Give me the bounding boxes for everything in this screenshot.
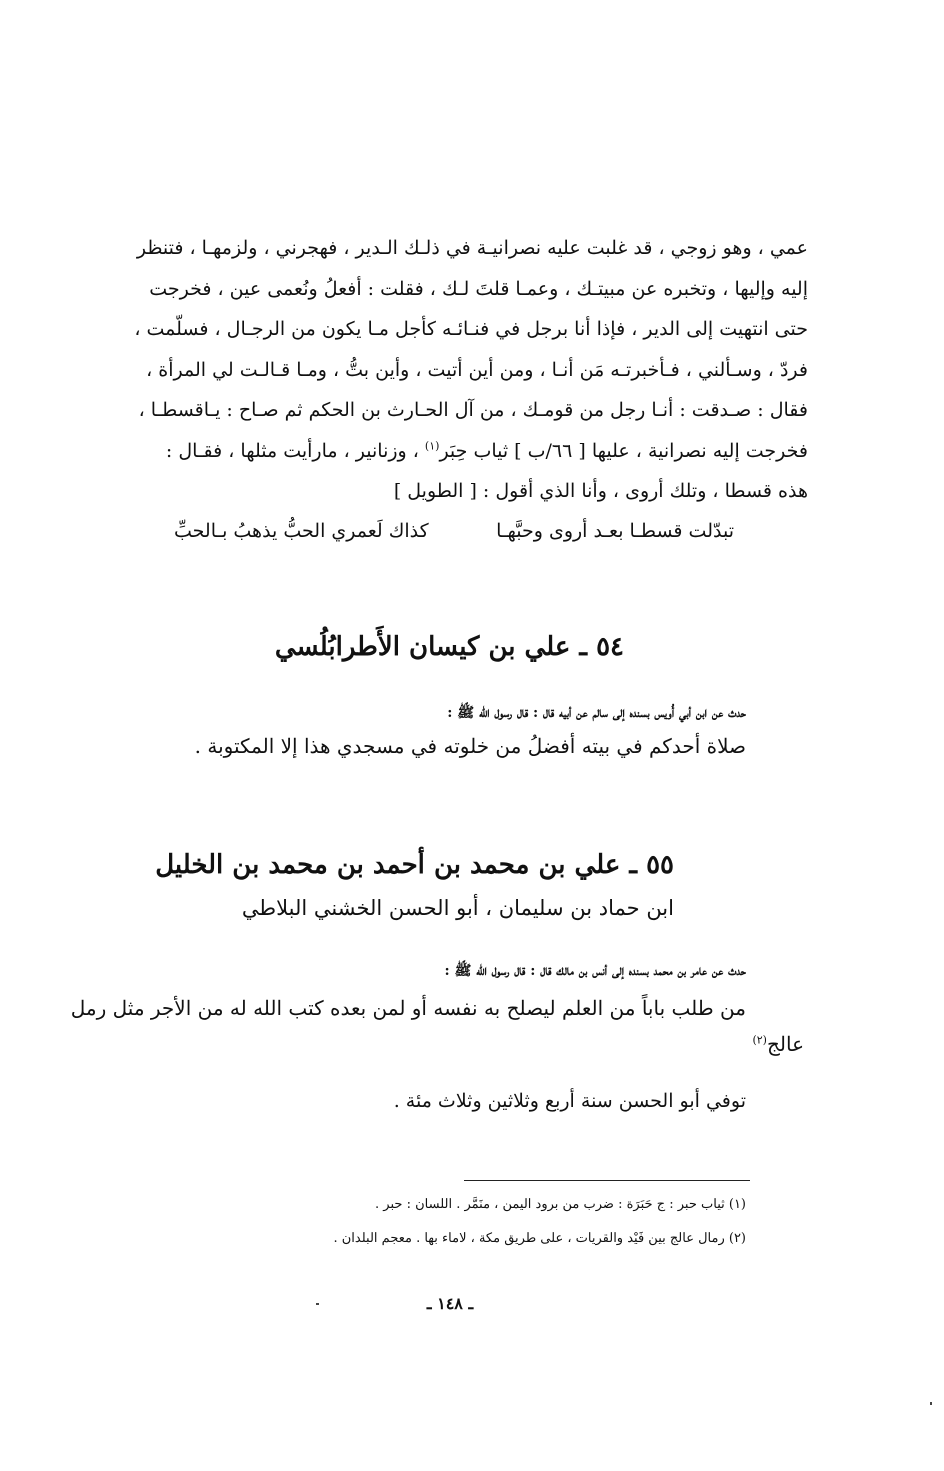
text-line-1: عمي ، وهو زوجي ، قد غلبت عليه نصرانيـة في ذلـك الـدير ، فهجرني ، ولزمهـا ، فتنظر — [136, 237, 808, 259]
section-54-isnad: حدث عن ابن أبي أُويس بسنده إلى سالم عن أبيه قال : قال رسول الله ﷺ : — [447, 705, 746, 721]
footnote-ref-2[interactable]: (٢) — [752, 1033, 767, 1047]
verse-second-hemistich: كذاك لَعمري الحبُّ يذهبُ بـالحبِّ — [174, 520, 429, 542]
scan-speck — [316, 1303, 319, 1305]
footnote-2: (٢) رمال عالج بين فَيْد والقريات ، على طريق مكة ، لاماء بها . معجم البلدان . — [333, 1231, 746, 1246]
poetry-verse — [174, 520, 734, 556]
section-55-death-note: توفي أبو الحسن سنة أربع وثلاثين وثلاث مئة . — [393, 1090, 746, 1112]
section-55-subheading: ابن حماد بن سليمان ، أبو الحسن الخشني البلاطي — [241, 896, 674, 920]
section-55-hadith-word: عالج — [766, 1032, 804, 1056]
scan-speck — [930, 1402, 932, 1405]
text-line-2: إليه وإليها ، وتخبره عن مبيتـك ، وعمـا قلتَ لـك ، فقلت : أفعلُ ونُعمى عين ، فخرجت — [149, 277, 808, 300]
section-55-hadith-line-1: من طلب باباً من العلم ليصلح به نفسه أو لمن بعده كتب الله له من الأجر مثل رمل — [70, 996, 746, 1020]
footnote-1: (١) ثياب حبر : ج حَبَرَة : ضرب من برود اليمن ، منَمَّر . اللسان : حبر . — [375, 1197, 746, 1212]
page-number: ـ ١٤٨ ـ — [426, 1294, 474, 1313]
main-text-block — [114, 228, 808, 512]
section-54-heading: ٥٤ ـ علي بن كيسان الأَطرابُلُسي — [274, 632, 624, 662]
section-54-hadith: صلاة أحدكم في بيته أفضلُ من خلوته في مسجدي هذا إلا المكتوبة . — [194, 734, 746, 758]
text-line-6-head: فخرجت إليه نصرانية ، عليها [ ٦٦/ب ] ثياب حِبَر — [439, 439, 808, 462]
text-line-6-tail: ، وزنانير ، مارأيت مثلها ، فقـال : — [165, 439, 425, 462]
footnote-ref-1[interactable]: (١) — [424, 439, 440, 453]
text-line-3: حتى انتهيت إلى الدير ، فإذا أنا برجل في فنـائـه كأجل مـا يكون من الرجـال ، فسلّمت ، — [134, 318, 808, 340]
section-55-heading: ٥٥ ـ علي بن محمد بن أحمد بن محمد بن الخليل — [155, 850, 674, 880]
footnote-divider — [464, 1180, 750, 1181]
text-line-4: فردّ ، وسـألني ، فـأخبرتـه مَن أنـا ، ومن أين أتيت ، وأين بتُّ ، ومـا قـالـت لي المرأة ، — [146, 358, 808, 381]
section-55-isnad: حدث عن عامر بن محمد بسنده إلى أنس بن مالك قال : قال رسول الله ﷺ : — [444, 963, 746, 979]
section-55-hadith-line-2 — [752, 1032, 804, 1056]
verse-first-hemistich: تبدّلت قسطـا بعـد أروى وحبَّهـا — [496, 520, 734, 542]
text-line-5: فقال : صـدقت : أنـا رجل من قومـك ، من آل الحـارث بن الحكم ثم صـاح : يـاقسطـا ، — [138, 399, 808, 421]
text-line-6 — [114, 431, 808, 472]
text-line-7: هذه قسطا ، وتلك أروى ، وأنا الذي أقول : [ الطويل ] — [393, 480, 808, 502]
